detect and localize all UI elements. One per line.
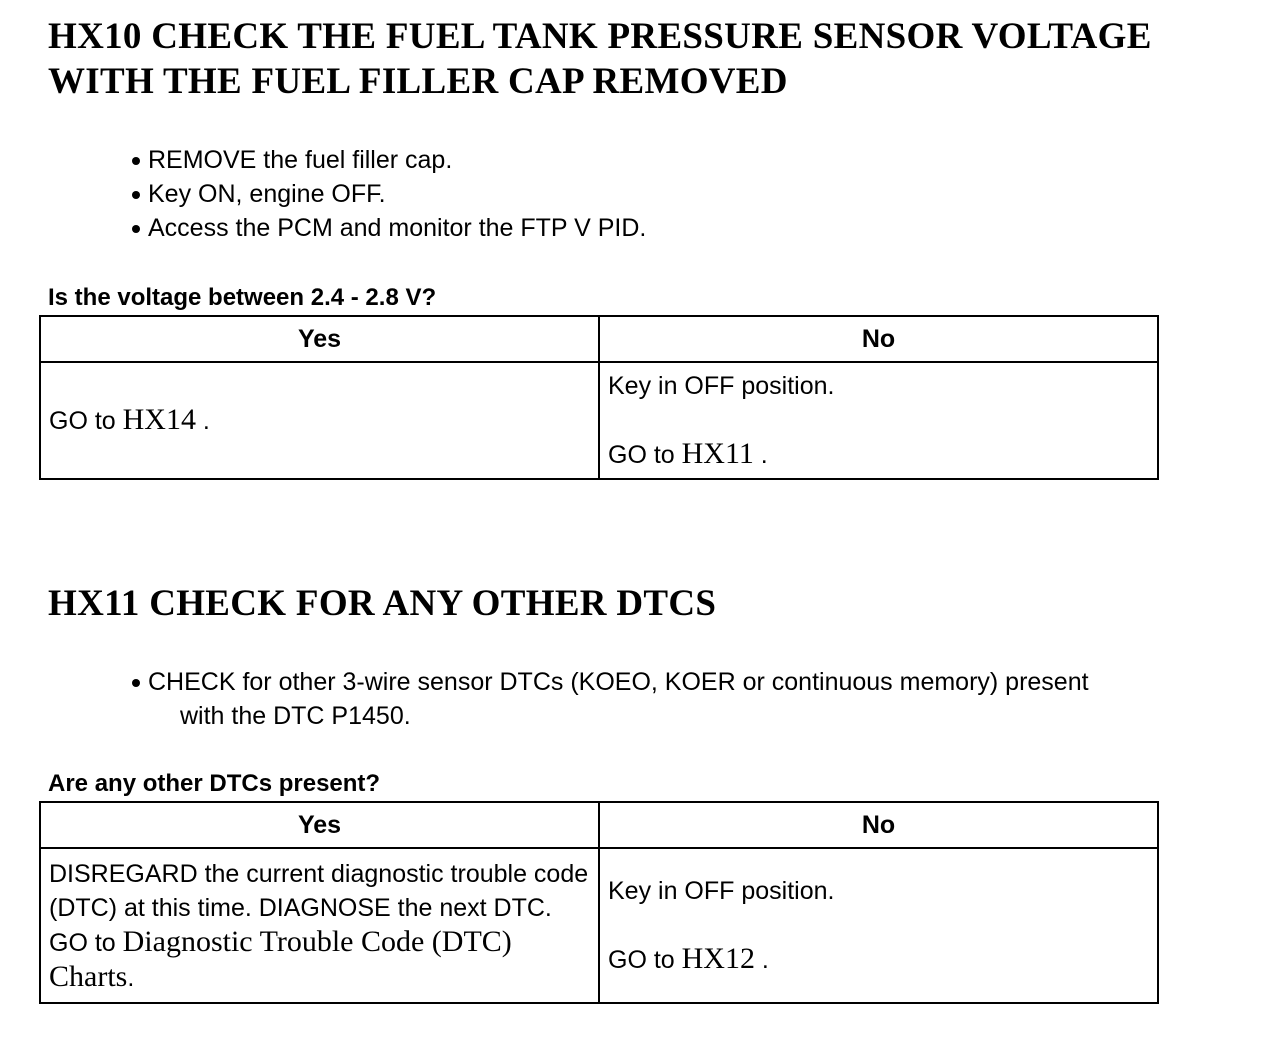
key-off-text: Key in OFF position. [608, 372, 835, 400]
bullet-line-2: with the DTC P1450. [180, 702, 411, 730]
bullet-line-1: CHECK for other 3-wire sensor DTCs (KOEO, KOER or continuous memory) present [148, 668, 1089, 696]
section-heading-hx11: HX11 CHECK FOR ANY OTHER DTCS [48, 583, 717, 624]
section-heading-hx10: HX10 CHECK THE FUEL TANK PRESSURE SENSOR VOLTAGE WITH THE FUEL FILLER CAP REMOVED [48, 16, 1152, 102]
yes-column-header: Yes [40, 316, 599, 362]
answer-table-hx10 [39, 315, 1159, 480]
period-text: . [195, 407, 210, 435]
period-text: . [127, 963, 135, 992]
answer-table-hx11 [39, 801, 1159, 1004]
link-dtc-charts[interactable]: Diagnostic Trouble Code (DTC) Charts [49, 924, 512, 993]
link-hx14[interactable]: HX14 [122, 403, 196, 436]
link-hx12[interactable]: HX12 [681, 942, 755, 975]
list-item: REMOVE the fuel filler cap. [130, 143, 646, 177]
yes-answer-cell [40, 848, 599, 1003]
go-to-text: GO to [608, 441, 682, 469]
list-item: Access the PCM and monitor the FTP V PID. [130, 211, 646, 245]
period-text: . [754, 946, 769, 974]
yes-answer-cell [40, 362, 599, 479]
question-hx10: Is the voltage between 2.4 - 2.8 V? [48, 284, 437, 311]
disregard-text: DISREGARD the current diagnostic trouble code (DTC) at this time. DIAGNOSE the next DTC. GO to [49, 859, 589, 957]
link-hx11[interactable]: HX11 [681, 437, 754, 470]
go-to-text: GO to [608, 946, 682, 974]
no-column-header: No [599, 802, 1158, 848]
instruction-list-hx10 [130, 143, 646, 245]
no-column-header: No [599, 316, 1158, 362]
instruction-list-hx11 [130, 665, 1210, 733]
go-to-text: GO to [49, 407, 123, 435]
yes-column-header: Yes [40, 802, 599, 848]
list-item [130, 665, 1210, 733]
no-answer-cell [599, 848, 1158, 1003]
key-off-text: Key in OFF position. [608, 877, 835, 905]
question-hx11: Are any other DTCs present? [48, 770, 381, 797]
period-text: . [753, 441, 768, 469]
list-item: Key ON, engine OFF. [130, 177, 646, 211]
no-answer-cell [599, 362, 1158, 479]
